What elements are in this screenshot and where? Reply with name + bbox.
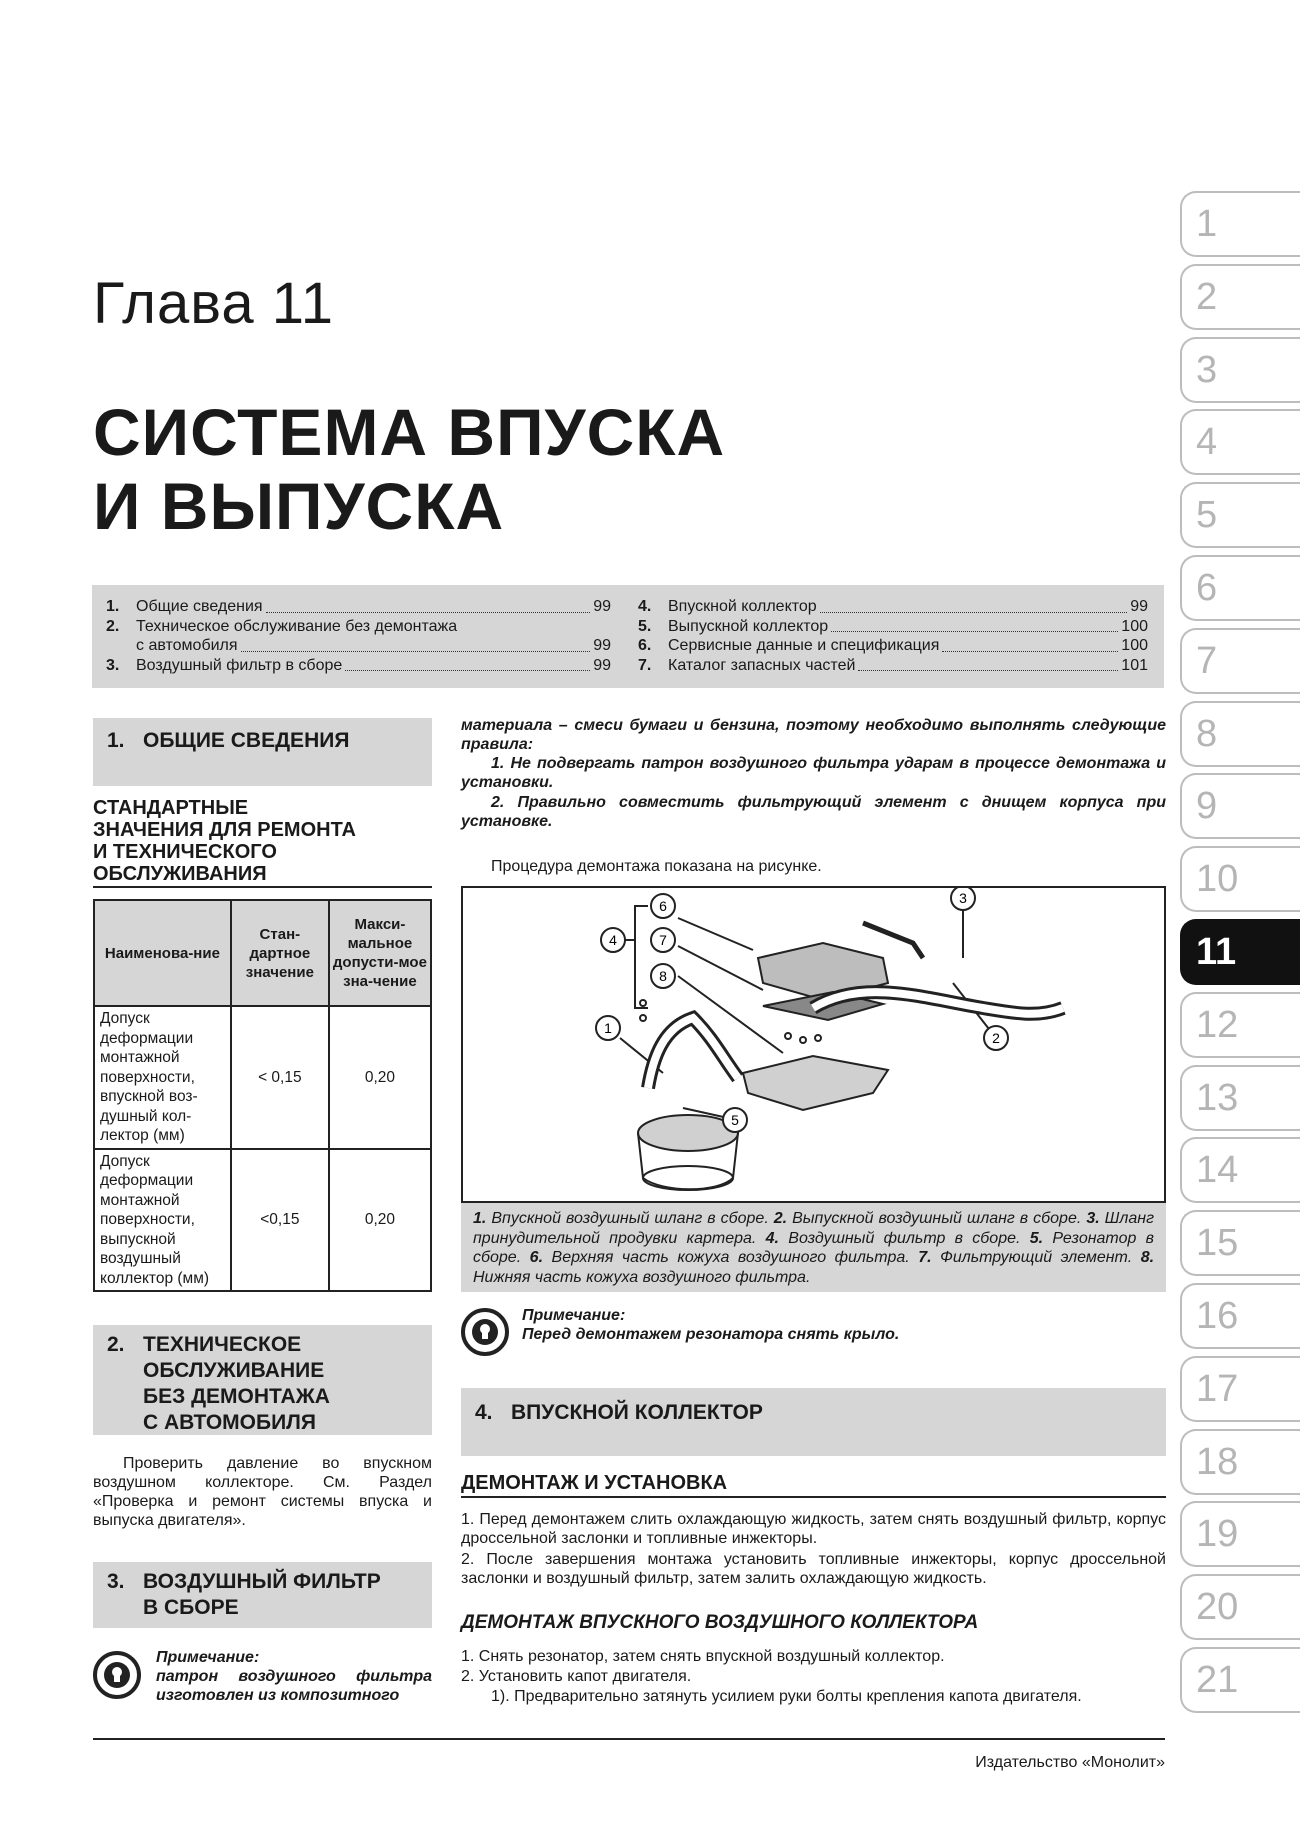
table-cell: <0,15 bbox=[231, 1149, 329, 1292]
chapter-tab-6[interactable]: 6 bbox=[1180, 555, 1300, 621]
toc-item[interactable]: 2. Техническое обслуживание без демонтажа bbox=[106, 617, 458, 635]
column-header: Макси-мальное допусти-мое зна-чение bbox=[329, 900, 431, 1006]
chapter-tab-13[interactable]: 13 bbox=[1180, 1065, 1300, 1131]
chapter-contents bbox=[92, 585, 1164, 688]
chapter-title-line2: И ВЫПУСКА bbox=[93, 469, 505, 543]
callout-label: 6 bbox=[659, 898, 667, 914]
toc-column-left bbox=[106, 597, 611, 675]
toc-item[interactable]: 1. Общие сведения 99 bbox=[106, 598, 611, 615]
callout-7 bbox=[651, 928, 675, 952]
callout-label: 1 bbox=[604, 1020, 612, 1036]
toc-item[interactable]: 5. Выпускной коллектор 100 bbox=[638, 617, 1148, 635]
table-row bbox=[94, 1149, 431, 1292]
callout-8 bbox=[651, 964, 675, 988]
table-cell: 0,20 bbox=[329, 1006, 431, 1149]
callout-6 bbox=[651, 894, 675, 918]
section-1-subtitle: СТАНДАРТНЫЕ ЗНАЧЕНИЯ ДЛЯ РЕМОНТА И ТЕХНИЧЕСКОГО ОБСЛУЖИВАНИЯ bbox=[93, 797, 356, 885]
removal-installation-heading: ДЕМОНТАЖ И УСТАНОВКА bbox=[461, 1472, 728, 1494]
column-header: Стан-дартное значение bbox=[231, 900, 329, 1006]
table-cell: 0,20 bbox=[329, 1149, 431, 1292]
figure-caption: 1. Впускной воздушный шланг в сборе. 2. Выпускной воздушный шланг в сборе. 3. Шланг принудительной продувки картера. 4. Воздушный фильтр в сборе. 5. Резонатор в сборе. 6. Верхняя часть кожуха воздушного фильтра. 7. Фильтрующий элемент. 8. Нижняя часть кожуха воздушного фильтра. bbox=[461, 1203, 1166, 1292]
filter-rules-intro: материала – смеси бумаги и бензина, поэтому необходимо выполнять следующие правила: bbox=[461, 717, 1166, 753]
section-2-text: Проверить давление во впускном воздушном коллекторе. См. Раздел «Проверка и ремонт системы впуска и выпуска двигателя». bbox=[93, 1455, 432, 1529]
callout-1 bbox=[596, 1016, 620, 1040]
toc-column-right bbox=[638, 597, 1148, 675]
table-cell: Допуск деформации монтажной поверхности, впускной воз-душный кол-лектор (мм) bbox=[94, 1006, 231, 1149]
column-header: Наименова-ние bbox=[94, 900, 231, 1006]
chapter-tab-8[interactable]: 8 bbox=[1180, 701, 1300, 767]
removal-step-1: 1. Перед демонтажем слить охлаждающую жидкость, затем снять воздушный фильтр, корпус дроссельной заслонки и топливные инжекторы. bbox=[461, 1511, 1166, 1547]
callout-label: 5 bbox=[731, 1112, 739, 1128]
footer-divider bbox=[93, 1738, 1165, 1740]
lightbulb-icon bbox=[461, 1308, 509, 1356]
resonator-note: Примечание: Перед демонтажем резонатора снять крыло. bbox=[522, 1307, 900, 1343]
chapter-tab-7[interactable]: 7 bbox=[1180, 628, 1300, 694]
chapter-tab-5[interactable]: 5 bbox=[1180, 482, 1300, 548]
toc-item[interactable]: 6. Сервисные данные и спецификация 100 bbox=[638, 637, 1148, 654]
callout-label: 3 bbox=[959, 890, 967, 906]
filter-rule-1: 1. Не подвергать патрон воздушного фильтра ударам в процессе демонтажа и установки. bbox=[461, 755, 1166, 791]
chapter-tab-16[interactable]: 16 bbox=[1180, 1283, 1300, 1349]
chapter-tab-18[interactable]: 18 bbox=[1180, 1429, 1300, 1495]
chapter-tab-2[interactable]: 2 bbox=[1180, 264, 1300, 330]
section-3-note: Примечание: патрон воздушного фильтра изготовлен из композитного bbox=[156, 1649, 432, 1704]
spec-table bbox=[93, 899, 432, 1292]
callout-5 bbox=[723, 1108, 747, 1132]
chapter-tab-19[interactable]: 19 bbox=[1180, 1501, 1300, 1567]
chapter-tab-21[interactable]: 21 bbox=[1180, 1647, 1300, 1713]
lightbulb-icon bbox=[93, 1651, 141, 1699]
section-4-header: 4. ВПУСКНОЙ КОЛЛЕКТОР bbox=[461, 1388, 1166, 1456]
chapter-title bbox=[93, 395, 725, 543]
manifold-step-2: 2. Установить капот двигателя. bbox=[461, 1668, 692, 1685]
manifold-step-2-1: 1). Предварительно затянуть усилием руки болты крепления капота двигателя. bbox=[491, 1688, 1082, 1705]
toc-item[interactable]: 4. Впускной коллектор 99 bbox=[638, 598, 1148, 615]
manifold-step-1: 1. Снять резонатор, затем снять впускной воздушный коллектор. bbox=[461, 1648, 945, 1665]
intake-manifold-removal-heading: ДЕМОНТАЖ ВПУСКНОГО ВОЗДУШНОГО КОЛЛЕКТОРА bbox=[461, 1612, 979, 1633]
chapter-tab-12[interactable]: 12 bbox=[1180, 992, 1300, 1058]
filter-rule-2: 2. Правильно совместить фильтрующий элемент с днищем корпуса при установке. bbox=[461, 794, 1166, 830]
chapter-tab-15[interactable]: 15 bbox=[1180, 1210, 1300, 1276]
chapter-label: Глава 11 bbox=[93, 271, 334, 336]
callout-label: 8 bbox=[659, 968, 667, 984]
bracket-line bbox=[635, 906, 648, 1008]
chapter-tab-20[interactable]: 20 bbox=[1180, 1574, 1300, 1640]
callout-2 bbox=[984, 1026, 1008, 1050]
callout-label: 4 bbox=[609, 932, 617, 948]
divider bbox=[461, 1496, 1166, 1498]
section-1-header: 1. ОБЩИЕ СВЕДЕНИЯ bbox=[93, 718, 432, 786]
chapter-tab-14[interactable]: 14 bbox=[1180, 1137, 1300, 1203]
chapter-tab-10[interactable]: 10 bbox=[1180, 846, 1300, 912]
chapter-tab-4[interactable]: 4 bbox=[1180, 409, 1300, 475]
procedure-text: Процедура демонтажа показана на рисунке. bbox=[491, 858, 822, 875]
chapter-tab-3[interactable]: 3 bbox=[1180, 337, 1300, 403]
chapter-tab-1[interactable]: 1 bbox=[1180, 191, 1300, 257]
chapter-tab-17[interactable]: 17 bbox=[1180, 1356, 1300, 1422]
toc-item[interactable]: 7. Каталог запасных частей 101 bbox=[638, 656, 1148, 674]
publisher: Издательство «Монолит» bbox=[975, 1754, 1165, 1771]
table-row bbox=[94, 1006, 431, 1149]
callout-label: 2 bbox=[992, 1030, 1000, 1046]
section-3-header: 3. ВОЗДУШНЫЙ ФИЛЬТР В СБОРЕ bbox=[93, 1562, 432, 1628]
chapter-tab-11[interactable]: 11 bbox=[1180, 919, 1300, 985]
chapter-tab-9[interactable]: 9 bbox=[1180, 773, 1300, 839]
divider bbox=[93, 886, 432, 888]
table-header-row bbox=[94, 900, 431, 1006]
chapter-title-line1: СИСТЕМА ВПУСКА bbox=[93, 395, 726, 469]
removal-step-2: 2. После завершения монтажа установить топливные инжекторы, корпус дроссельной заслонки и воздушный фильтр, затем залить охлаждающую жидкость. bbox=[461, 1551, 1166, 1587]
toc-item[interactable]: 3. Воздушный фильтр в сборе 99 bbox=[106, 656, 611, 674]
table-cell: < 0,15 bbox=[231, 1006, 329, 1149]
callout-label: 7 bbox=[659, 932, 667, 948]
diagram-drawing bbox=[463, 888, 1164, 1201]
air-filter-exploded-diagram bbox=[461, 886, 1166, 1203]
table-cell: Допуск деформации монтажной поверхности, выпускной воздушный коллектор (мм) bbox=[94, 1149, 231, 1292]
toc-item-continuation[interactable]: с автомобиля 99 bbox=[136, 637, 611, 654]
callout-3 bbox=[951, 888, 975, 910]
callout-4 bbox=[601, 928, 625, 952]
section-2-header: 2. ТЕХНИЧЕСКОЕ ОБСЛУЖИВАНИЕ БЕЗ ДЕМОНТАЖА С АВТОМОБИЛЯ bbox=[93, 1325, 432, 1435]
